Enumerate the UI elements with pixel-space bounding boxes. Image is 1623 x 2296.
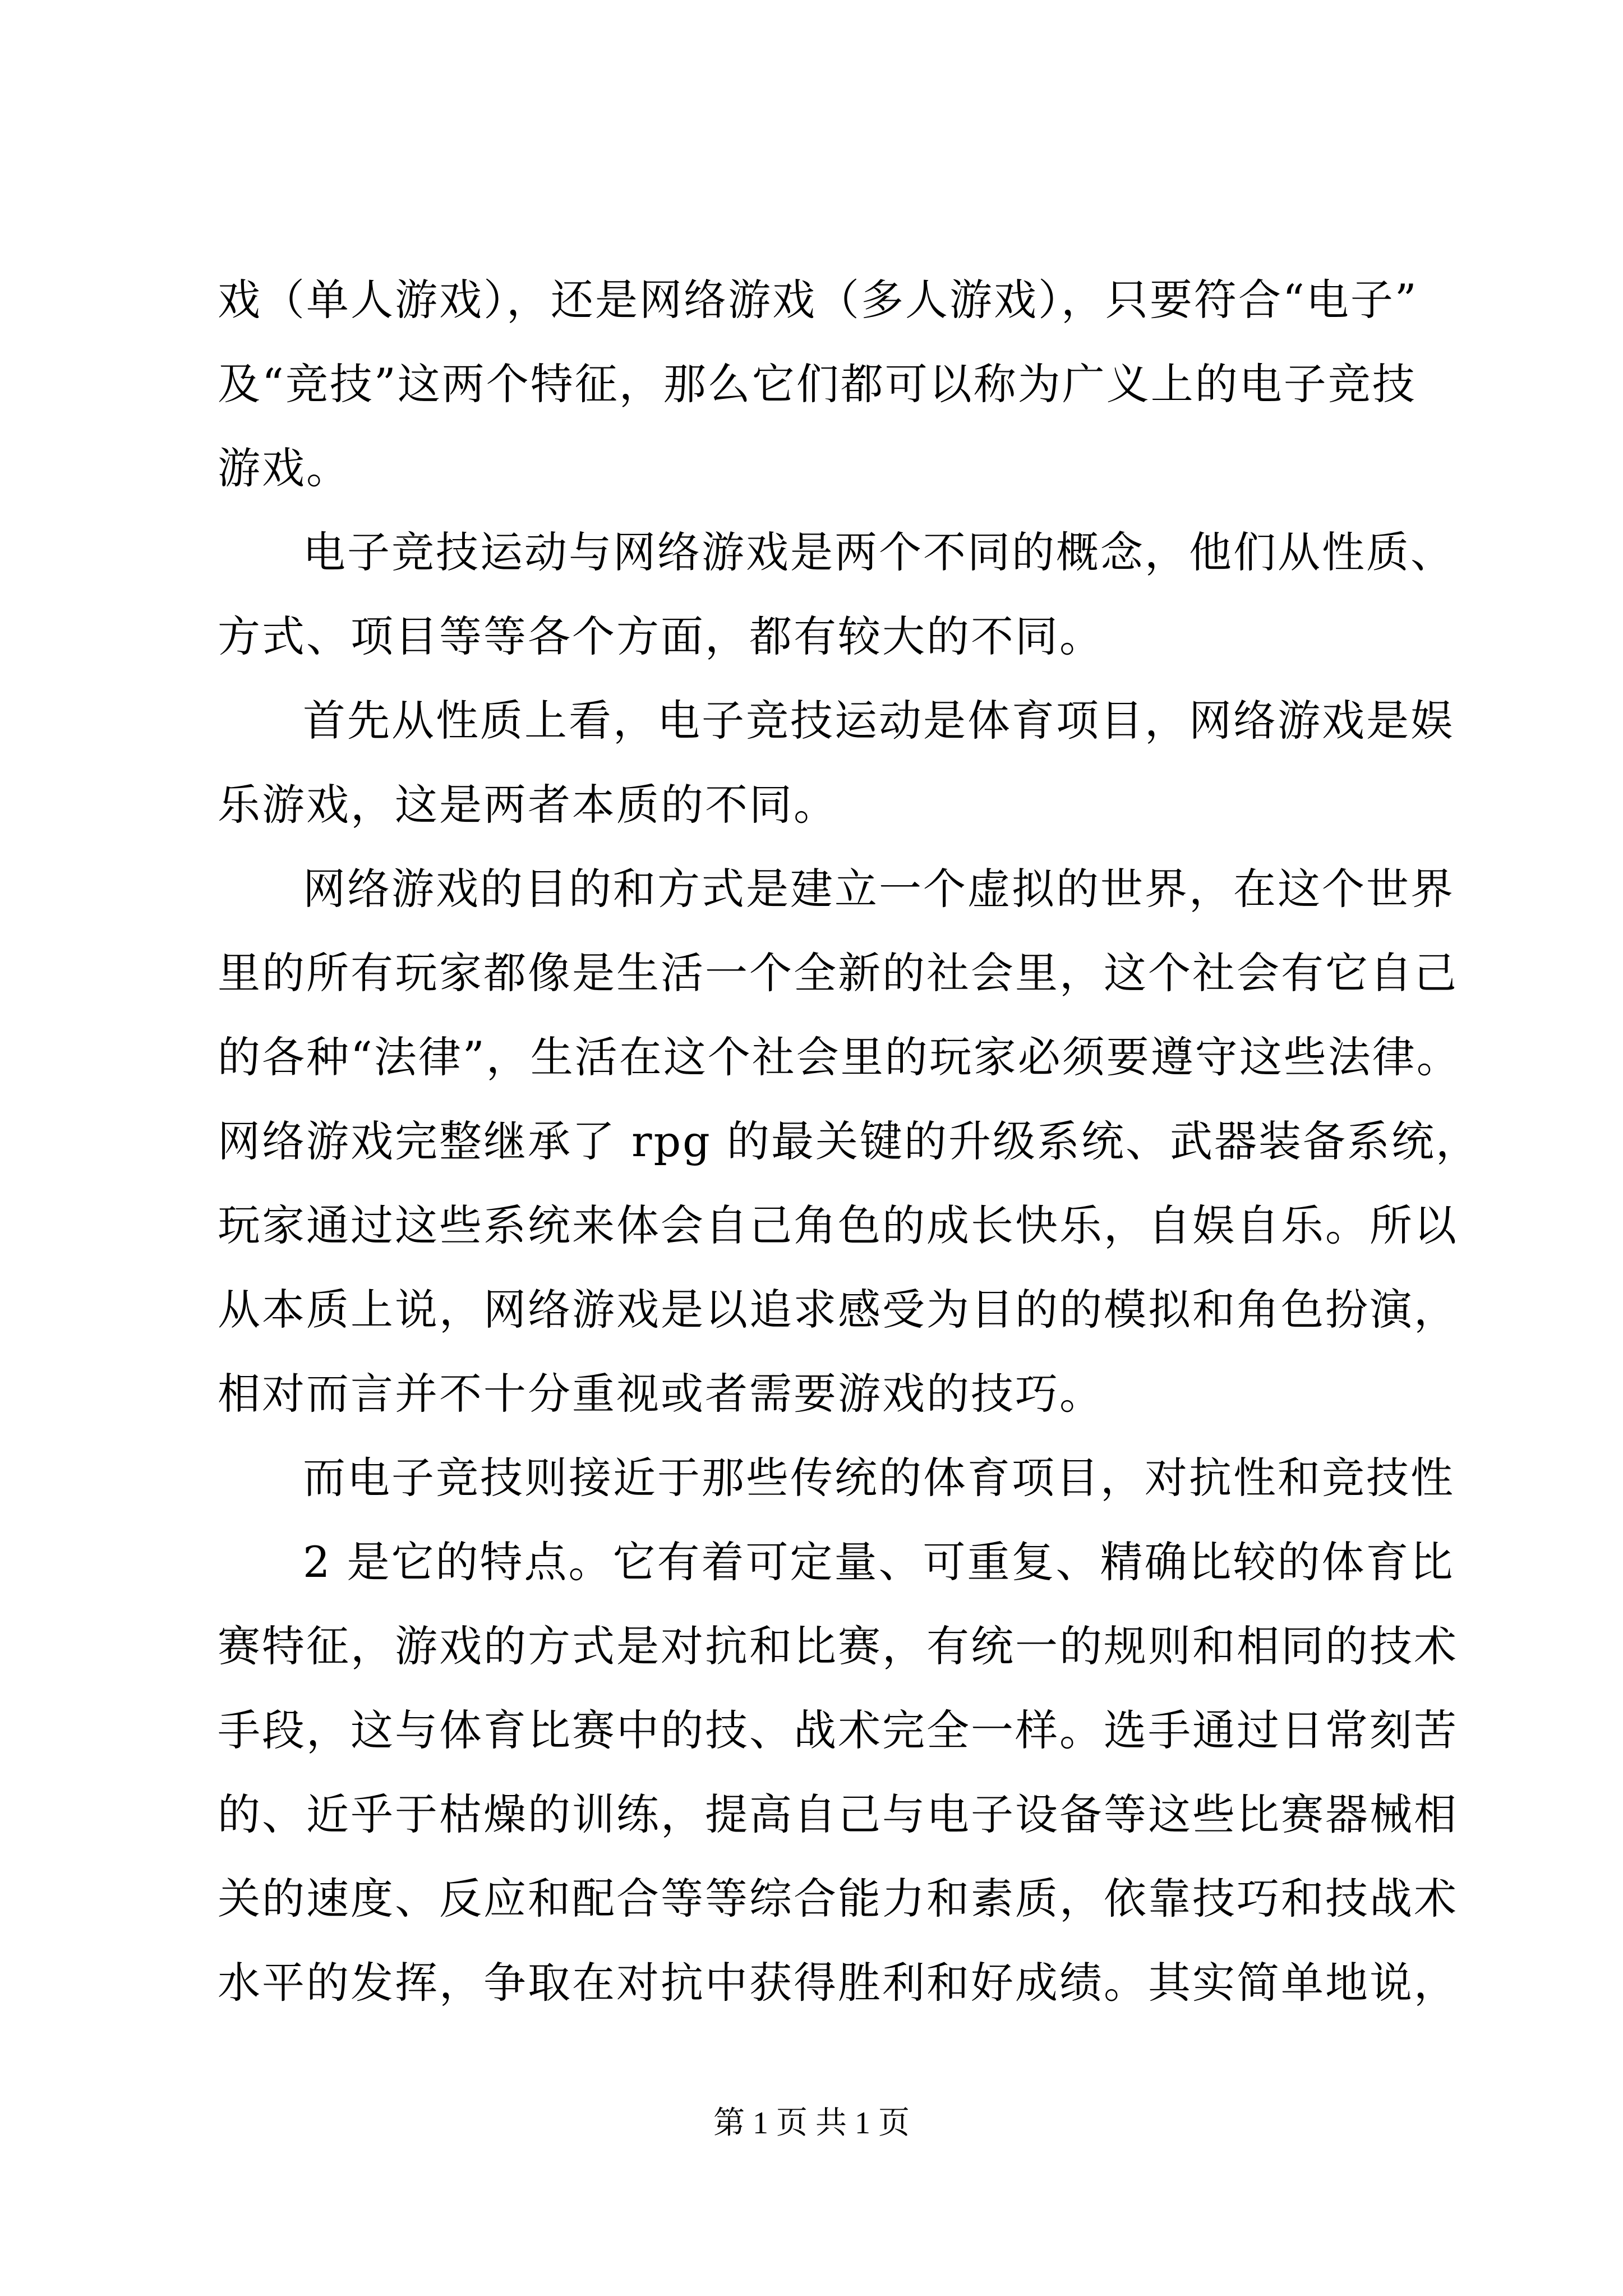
text-line: 关的速度、反应和配合等等综合能力和素质，依靠技巧和技战术 [218,1874,1458,1924]
text-line: 2 是它的特点。它有着可定量、可重复、精确比较的体育比 [303,1537,1455,1587]
text-line: 乐游戏，这是两者本质的不同。 [218,780,838,830]
text-line: 网络游戏完整继承了 rpg 的最关键的升级系统、武器装备系统， [218,1116,1480,1166]
text-line: 方式、项目等等各个方面，都有较大的不同。 [218,611,1104,661]
text-line: 从本质上说，网络游戏是以追求感受为目的的模拟和角色扮演， [218,1285,1458,1335]
text-line: 里的所有玩家都像是生活一个全新的社会里，这个社会有它自己 [218,948,1458,998]
text-line: 游戏。 [218,443,351,493]
page-footer: 第 1 页 共 1 页 [713,2106,910,2141]
paragraph-first-line: 电子竞技运动与网络游戏是两个不同的概念，他们从性质、 [303,527,1455,577]
text-line: 玩家通过这些系统来体会自己角色的成长快乐，自娱自乐。所以 [218,1200,1458,1250]
text-line: 赛特征，游戏的方式是对抗和比赛，有统一的规则和相同的技术 [218,1621,1458,1671]
text-line: 戏（单人游戏），还是网络游戏（多人游戏），只要符合“电子” [218,275,1418,325]
text-line: 的各种“法律”，生活在这个社会里的玩家必须要遵守这些法律。 [218,1032,1461,1082]
paragraph-first-line: 首先从性质上看，电子竞技运动是体育项目，网络游戏是娱 [303,696,1455,746]
text-line: 手段，这与体育比赛中的技、战术完全一样。选手通过日常刻苦 [218,1705,1458,1755]
text-line: 及“竞技”这两个特征，那么它们都可以称为广义上的电子竞技 [218,359,1417,409]
text-line: 相对而言并不十分重视或者需要游戏的技巧。 [218,1369,1104,1419]
text-line: 水平的发挥，争取在对抗中获得胜利和好成绩。其实简单地说， [218,1958,1458,2008]
paragraph-first-line: 而电子竞技则接近于那些传统的体育项目，对抗性和竞技性 [303,1453,1455,1503]
paragraph-first-line: 网络游戏的目的和方式是建立一个虚拟的世界，在这个世界 [303,864,1455,914]
text-line: 的、近乎于枯燥的训练，提高自己与电子设备等这些比赛器械相 [218,1789,1458,1839]
